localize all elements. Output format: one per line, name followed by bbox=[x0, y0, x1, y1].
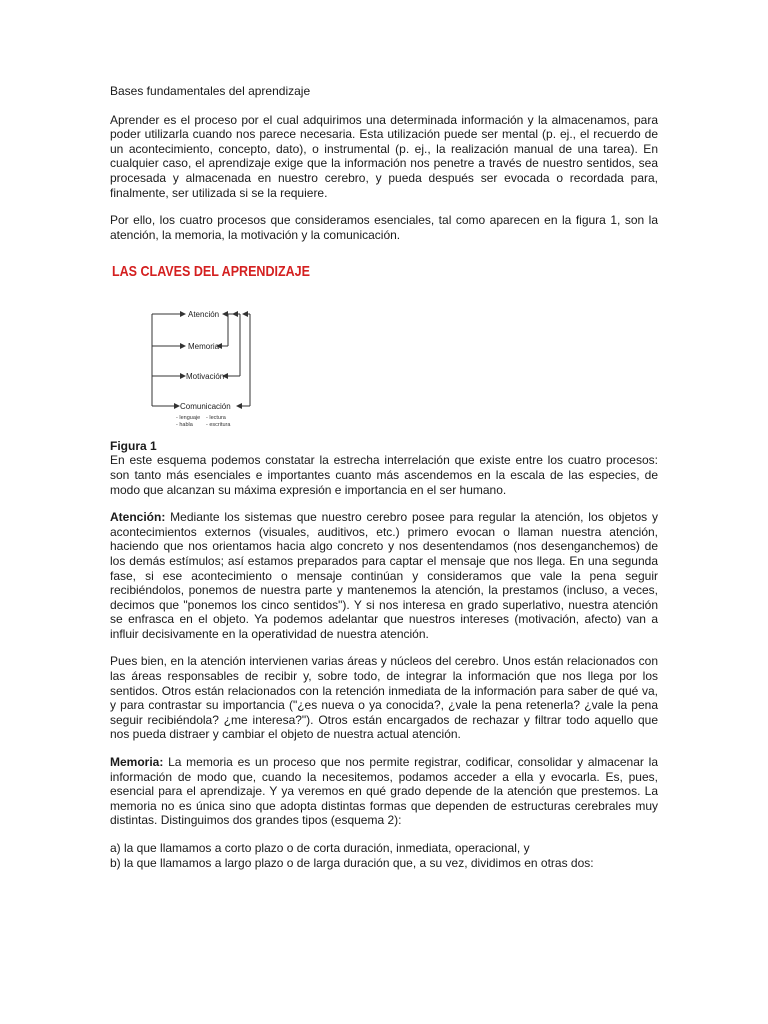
atencion-paragraph bbox=[110, 510, 658, 641]
learning-keys-diagram bbox=[110, 256, 314, 436]
node-comunicacion: Comunicación bbox=[180, 402, 231, 412]
list-item-a: a) la que llamamos a corto plazo o de corta duración, inmediata, operacional, y bbox=[110, 841, 530, 855]
document-title: Bases fundamentales del aprendizaje bbox=[110, 84, 311, 98]
atencion-text: Mediante los sistemas que nuestro cerebro posee para regular la atención, los objetos y acontecimientos externos (visuales, auditivos, etc.) primero evocan o llaman nuestra atención, haciendo que nos orientamos hacia algo concreto y nos desentendamos (nos desenganchemos) de los demás estímulos; así estamos preparados para captar el mensaje que nos llega. En una segunda fase, si ese acontecimiento o mensaje continúan y consideramos que vale la pena seguir recibiéndolos, ponemos de nuestra parte y mantenemos la atención, la prestamos (incluso, a veces, decimos que "ponemos los cinco sentidos"). Y si nos interesa en grado superlativo, nuestra atención se enfrasca en el objeto. Ya podemos adelantar que nuestros intereses (motivación, afecto) van a influir decisivamente en la operatividad de nuestra atención. bbox=[110, 510, 658, 641]
atencion-lead: Atención: bbox=[110, 510, 166, 525]
sub-escritura: - escritura bbox=[206, 422, 231, 429]
atencion-paragraph-2: Pues bien, en la atención intervienen varias áreas y núcleos del cerebro. Unos están relacionados con las áreas responsables de recibir y, sobre todo, de integrar la información que nos llega por los sentidos. Otros están relacionados con la retención inmediata de la información para saber de qué va, y para contrastar su importancia ("¿es nueva o ya conocida?, ¿vale la pena retenerla? ¿vale la pena seguir recibiéndola? ¿me interesa?"). Otros están encargados de rechazar y filtrar todo aquello que nos pueda distraer y cambiar el objeto de nuestra actual atención. bbox=[110, 654, 658, 742]
node-atencion: Atención bbox=[188, 310, 220, 320]
node-memoria: Memoria bbox=[188, 342, 220, 352]
sub-lenguaje: - lenguaje bbox=[176, 415, 201, 422]
figure-caption-text: En este esquema podemos constatar la estrecha interrelación que existe entre los cuatro procesos: son tanto más esenciales e importantes cuanto más ascendemos en la escala de las especies, de modo que alcanzan su máxima expresión e importancia en el ser humano. bbox=[110, 453, 658, 497]
sub-habla: - habla bbox=[176, 422, 193, 429]
node-motivacion: Motivación bbox=[186, 372, 225, 382]
document-page bbox=[110, 84, 658, 870]
figure-diagram bbox=[110, 256, 314, 436]
intro-paragraph-2: Por ello, los cuatro procesos que consideramos esenciales, tal como aparecen en la figura 1, son la atención, la memoria, la motivación y la comunicación. bbox=[110, 213, 658, 242]
intro-paragraph-1: Aprender es el proceso por el cual adquirimos una determinada información y la almacenamos, para poder utilizarla cuando nos parece necesaria. Esta utilización puede ser mental (p. ej., el recuerdo de un acontecimiento, concepto, dato), o instrumental (p. ej., la realización manual de una tarea). En cualquier caso, el aprendizaje exige que la información nos penetre a través de nuestro sentidos, sea procesada y almacenada en nuestro cerebro, y pueda después ser evocada o recordada para, finalmente, ser utilizada si se la requiere. bbox=[110, 112, 658, 200]
list-item-b: b) la que llamamos a largo plazo o de larga duración que, a su vez, dividimos en otras dos: bbox=[110, 855, 594, 870]
figure-caption: Figura 1 bbox=[110, 439, 157, 454]
sub-lectura: - lectura bbox=[206, 415, 226, 422]
memoria-text: La memoria es un proceso que nos permite registrar, codificar, consolidar y almacenar la información de modo que, cuando la necesitemos, podamos acceder a ella y evocarla. Es, pues, esencial para el aprendizaje. Y ya veremos en qué grado depende de la atención que prestemos. La memoria no es única sino que adopta distintas formas que dependen de estructuras cerebrales muy distintas. Distinguimos dos grandes tipos (esquema 2): bbox=[110, 755, 658, 828]
memoria-paragraph bbox=[110, 755, 658, 828]
memoria-lead: Memoria: bbox=[110, 755, 164, 770]
figure-heading: LAS CLAVES DEL APRENDIZAJE bbox=[112, 263, 310, 281]
memory-types-list bbox=[110, 841, 658, 870]
